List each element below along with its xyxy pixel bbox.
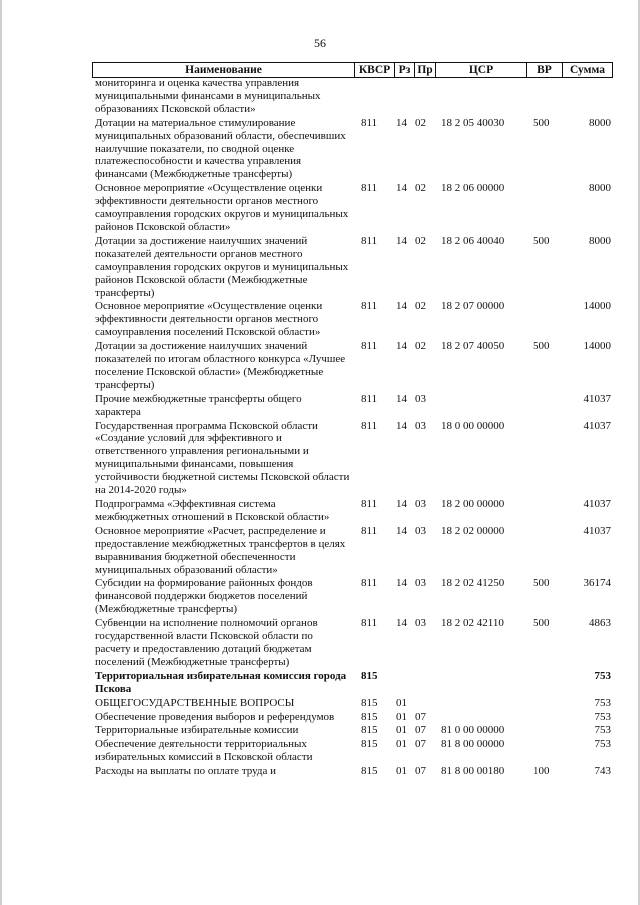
scan-edge-left [0, 0, 2, 905]
cell-name: Основное мероприятие «Расчет, распределение и предоставление межбюджетных трансфертов в целях выравнивания бюджетной обеспеченности муниципальных образований области» [95, 524, 346, 576]
cell-rz: 14 [396, 234, 407, 247]
cell-kvsr: 811 [361, 234, 378, 247]
table-row [95, 235, 611, 300]
cell-pr: 02 [415, 300, 426, 313]
cell-vr [531, 525, 567, 577]
cell-sum: 41037 [583, 498, 611, 510]
cell-kvsr: 811 [361, 392, 378, 405]
table-row [95, 182, 611, 234]
cell-name: Территориальная избирательная комиссия города Пскова [95, 669, 347, 695]
header-vr: ВР [527, 63, 563, 77]
cell-name: Дотации за достижение наилучших значений показателей по итогам областного конкурса «Лучшее поселение Псковской области» (Межбюджетные трансферты) [95, 340, 346, 391]
table-row [95, 393, 611, 419]
cell-csr: 18 2 05 40030 [441, 116, 505, 129]
cell-name: Дотации на материальное стимулирование муниципальных образований области, обеспечивших наилучшие показатели, по сводной оценке платежеспособности и качества управления финансами (Межбюджетные трансферты) [95, 116, 346, 181]
cell-rz: 01 [396, 696, 407, 709]
cell-sum: 14000 [583, 300, 611, 313]
cell-name: Территориальные избирательные комиссии [95, 724, 299, 737]
cell-name: Прочие межбюджетные трансферты общего характера [95, 392, 302, 418]
cell-rz [394, 77, 414, 116]
cell-kvsr: 815 [361, 710, 378, 723]
cell-csr: 18 2 06 40040 [441, 234, 505, 247]
cell-vr: 500 [533, 617, 550, 630]
header-csr: ЦСР [436, 63, 527, 77]
cell-pr: 02 [415, 182, 426, 195]
cell-kvsr: 811 [361, 340, 378, 353]
cell-vr: 100 [533, 765, 550, 778]
cell-csr: 18 2 02 42110 [441, 617, 504, 630]
cell-name: Обеспечение проведения выборов и референдумов [95, 710, 335, 723]
cell-csr [435, 711, 531, 724]
cell-csr: 18 2 02 00000 [441, 524, 505, 537]
cell-vr [531, 77, 567, 116]
cell-rz: 14 [396, 617, 407, 630]
cell-sum: 41037 [583, 524, 611, 537]
cell-pr: 02 [415, 234, 426, 247]
cell-pr [414, 670, 435, 696]
cell-sum [567, 77, 611, 116]
cell-pr: 03 [415, 392, 426, 405]
table-row [95, 697, 611, 710]
cell-csr: 81 8 00 00000 [441, 738, 505, 751]
cell-kvsr: 811 [361, 617, 378, 630]
cell-sum: 4863 [589, 617, 611, 630]
cell-csr [435, 393, 531, 419]
cell-pr: 03 [415, 577, 426, 590]
table-row [95, 525, 611, 577]
cell-rz: 01 [396, 724, 407, 737]
cell-sum: 753 [594, 724, 611, 737]
cell-name: Государственная программа Псковской области «Создание условий для эффективного и ответственного управления региональными и муниципальными финансами, повышения устойчивости бюджетной системы Псковской области на 2014-2020 годы» [95, 419, 350, 497]
cell-csr: 81 8 00 00180 [441, 765, 505, 778]
cell-pr: 07 [415, 738, 426, 751]
cell-name: Подпрограмма «Эффективная система межбюджетных отношений в Псковской области» [95, 498, 330, 523]
cell-rz: 14 [396, 340, 407, 353]
cell-csr [435, 697, 531, 710]
cell-vr [531, 697, 567, 710]
cell-vr: 500 [533, 116, 550, 129]
table-row [95, 117, 611, 182]
cell-csr: 18 2 02 41250 [441, 577, 505, 590]
cell-rz: 01 [396, 765, 407, 778]
cell-sum: 8000 [589, 116, 611, 129]
table-row [95, 765, 611, 778]
cell-kvsr: 815 [361, 724, 378, 737]
cell-sum: 41037 [583, 392, 611, 405]
cell-vr: 500 [533, 234, 550, 247]
cell-rz: 14 [396, 577, 407, 590]
cell-rz: 01 [396, 738, 407, 751]
cell-pr: 03 [415, 617, 426, 630]
cell-csr [435, 77, 531, 116]
cell-rz: 14 [396, 116, 407, 129]
cell-kvsr: 815 [361, 696, 378, 709]
cell-vr [531, 670, 567, 696]
cell-name: Дотации за достижение наилучших значений показателей деятельности органов местного самоуправления городских округов и муниципальных районов Псковской области (Межбюджетные трансферты) [95, 234, 349, 299]
cell-csr: 18 2 07 40050 [441, 340, 505, 353]
cell-rz [394, 670, 414, 696]
header-kvsr: КВСР [355, 63, 395, 77]
cell-name: ОБЩЕГОСУДАРСТВЕННЫЕ ВОПРОСЫ [95, 696, 295, 709]
page-number: 56 [314, 36, 326, 50]
cell-pr: 02 [415, 116, 426, 129]
cell-csr: 81 0 00 00000 [441, 724, 505, 737]
cell-sum: 8000 [589, 234, 611, 247]
cell-kvsr: 811 [361, 524, 378, 537]
cell-csr [435, 670, 531, 696]
cell-pr [414, 697, 435, 710]
cell-pr: 03 [415, 498, 426, 510]
table-row [95, 420, 611, 497]
cell-vr: 500 [533, 577, 550, 590]
cell-pr: 07 [415, 724, 426, 737]
cell-name: Расходы на выплаты по оплате труда и [95, 765, 277, 778]
cell-sum: 36174 [583, 577, 611, 590]
cell-name: Основное мероприятие «Осуществление оценки эффективности деятельности органов местного самоуправления поселений Псковской области» [95, 300, 323, 339]
cell-rz: 14 [396, 419, 407, 432]
table-row [95, 77, 611, 116]
cell-kvsr: 815 [361, 669, 378, 682]
cell-kvsr: 811 [361, 498, 378, 510]
cell-kvsr: 811 [361, 577, 378, 590]
cell-csr: 18 0 00 00000 [441, 419, 505, 432]
header-sum: Сумма [570, 64, 605, 76]
cell-name: Субвенции на исполнение полномочий органов государственной власти Псковской области по расчету и предоставлению дотаций бюджетам поселений (Межбюджетные трансферты) [95, 617, 318, 668]
cell-sum: 743 [594, 765, 611, 778]
cell-kvsr: 815 [361, 765, 378, 778]
cell-rz: 14 [396, 392, 407, 405]
cell-kvsr: 811 [361, 116, 378, 129]
cell-rz: 14 [396, 524, 407, 537]
cell-name: Основное мероприятие «Осуществление оценки эффективности деятельности органов местного самоуправления городских округов и муниципальных районов Псковской области» [95, 182, 349, 233]
cell-sum: 753 [594, 710, 611, 723]
header-pr: Пр [415, 63, 436, 77]
cell-kvsr: 815 [361, 738, 378, 751]
table-body [95, 77, 611, 779]
cell-name: мониторинга и оценка качества управления муниципальными финансами в муниципальных образованиях Псковской области» [95, 77, 321, 115]
table-row [95, 738, 611, 764]
cell-rz: 14 [396, 498, 407, 510]
cell-rz: 14 [396, 300, 407, 313]
cell-csr: 18 2 06 00000 [441, 182, 505, 195]
cell-sum: 753 [594, 738, 611, 751]
cell-kvsr: 811 [361, 300, 378, 313]
cell-sum: 8000 [589, 182, 611, 195]
cell-pr: 03 [415, 524, 426, 537]
cell-vr [531, 182, 567, 234]
cell-rz: 14 [396, 182, 407, 195]
cell-name: Субсидии на формирование районных фондов финансовой поддержки бюджетов поселений (Межбюджетные трансферты) [95, 577, 313, 616]
cell-pr: 07 [415, 710, 426, 723]
table-row [95, 670, 611, 696]
cell-kvsr: 811 [361, 182, 378, 195]
table-row [95, 724, 611, 737]
cell-name: Обеспечение деятельности территориальных избирательных комиссий в Псковской области [95, 738, 313, 764]
cell-vr [531, 724, 567, 737]
table-row [95, 577, 611, 616]
cell-pr: 07 [415, 765, 426, 778]
header-rz: Рз [395, 63, 415, 77]
cell-vr [531, 498, 567, 524]
cell-kvsr [354, 77, 394, 116]
table-row [95, 711, 611, 724]
table-row [95, 300, 611, 339]
cell-sum: 753 [594, 696, 611, 709]
cell-sum: 41037 [583, 419, 611, 432]
header-name: Наименование [93, 63, 355, 77]
cell-vr [531, 738, 567, 764]
cell-vr: 500 [533, 340, 550, 353]
cell-pr [414, 77, 435, 116]
cell-sum: 14000 [583, 340, 611, 353]
cell-pr: 02 [415, 340, 426, 353]
cell-kvsr: 811 [361, 419, 378, 432]
table-row [95, 617, 611, 669]
cell-vr [531, 711, 567, 724]
cell-vr [531, 300, 567, 339]
table-row [95, 498, 611, 524]
table-header [92, 62, 613, 78]
table-row [95, 340, 611, 392]
cell-sum: 753 [594, 669, 611, 682]
cell-csr: 18 2 00 00000 [441, 498, 505, 510]
cell-pr: 03 [415, 419, 426, 432]
cell-csr: 18 2 07 00000 [441, 300, 505, 313]
cell-rz: 01 [396, 710, 407, 723]
cell-vr [531, 420, 567, 497]
cell-vr [531, 393, 567, 419]
